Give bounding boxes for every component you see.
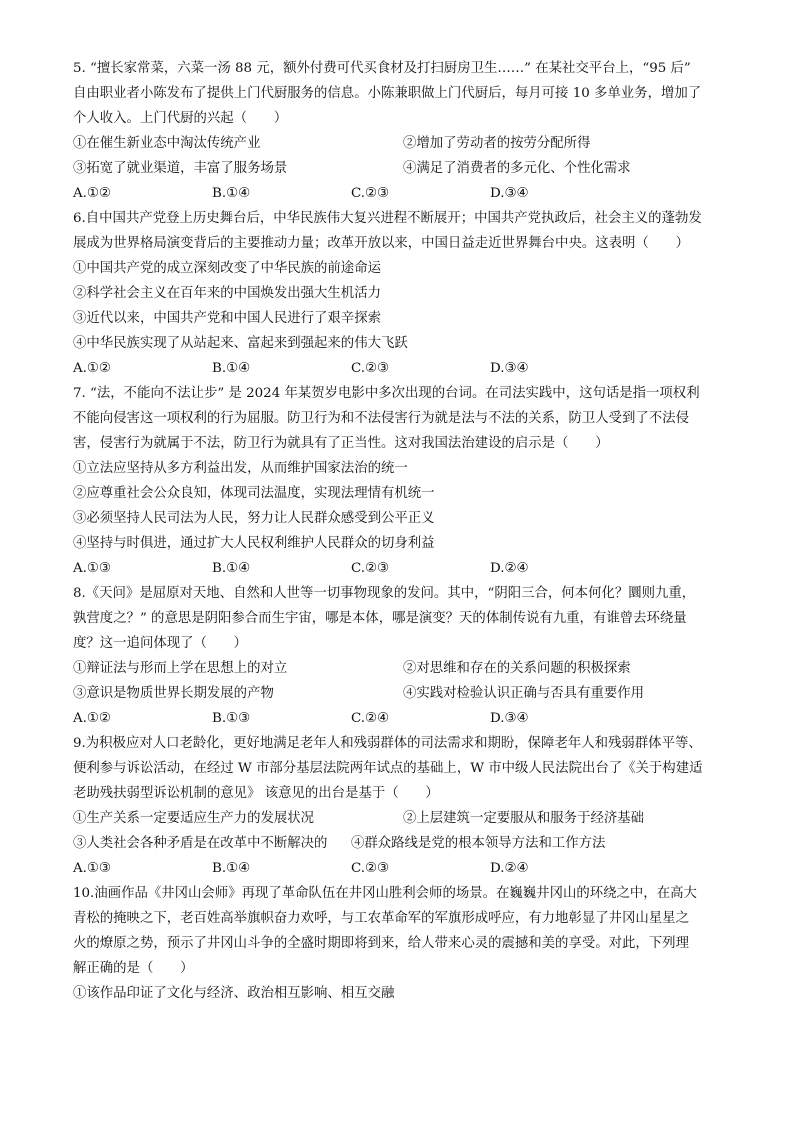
answer-choices: [73, 706, 733, 731]
choice-d: D.③④: [490, 186, 529, 201]
option-3: ③必须坚持人民司法为人民，努力让人民群众感受到公平正义: [73, 511, 435, 526]
choice-b: B.①④: [212, 361, 251, 376]
option-4: ④满足了消费者的多元化、个性化需求: [403, 161, 631, 176]
option-4: ④群众路线是党的根本领导方法和工作方法: [351, 836, 606, 851]
choice-b: B.①④: [212, 861, 251, 876]
question-10: [73, 881, 733, 1006]
choice-d: D.②④: [490, 861, 529, 876]
options-row: [73, 806, 733, 831]
answer-choices: [73, 856, 733, 881]
answer-choices: [73, 356, 733, 381]
question-7: [73, 381, 733, 581]
question-stem-line: 5. “擅长家常菜，六菜一汤 88 元，额外付费可代买食材及打扫厨房卫生……” 在某社交平台上，“95 后”: [73, 61, 691, 76]
question-stem-line: 老助残扶弱型诉讼机制的意见》 该意见的出台是基于（ ）: [73, 786, 439, 801]
option-4: ④实践对检验认识正确与否具有重要作用: [403, 686, 645, 701]
option-1: ①立法应坚持从多方利益出发，从而维护国家法治的统一: [73, 461, 408, 476]
options-row: [73, 156, 733, 181]
options-row: [73, 656, 733, 681]
question-stem-line: 孰营度之？” 的意思是阴阳参合而生宇宙，哪是本体，哪是演变？天的体制传说有九重，有谁曾去环绕量: [73, 611, 687, 626]
question-stem-line: 9.为积极应对人口老龄化，更好地满足老年人和残弱群体的司法需求和期盼，保障老年人和残弱群体平等、: [73, 736, 702, 751]
options-row: [73, 131, 733, 156]
option-3: ③人类社会各种矛盾是在改革中不断解决的: [73, 836, 328, 851]
question-stem-line: 解正确的是（ ）: [73, 961, 194, 976]
option-4: ④中华民族实现了从站起来、富起来到强起来的伟大飞跃: [73, 336, 408, 351]
choice-c: C.②③: [351, 561, 390, 576]
choice-c: C.②③: [351, 361, 390, 376]
option-2: ②上层建筑一定要服从和服务于经济基础: [403, 811, 645, 826]
question-stem-line: 度？这一追问体现了（ ）: [73, 636, 248, 651]
question-stem-line: 青松的掩映之下，老百姓高举旗帜奋力欢呼，与工农革命军的军旗形成呼应，有力地彰显了井冈山星星之: [73, 911, 689, 926]
question-stem-line: 8.《天问》是屈原对天地、自然和人世等一切事物现象的发问。其中，“阴阳三合，何本何化？圜则九重，: [73, 586, 696, 601]
question-stem-line: 害，侵害行为就属于不法，防卫行为就具有了正当性。这对我国法治建设的启示是（ ）: [73, 436, 609, 451]
options-row: [73, 681, 733, 706]
choice-c: C.②③: [351, 186, 390, 201]
choice-b: B.①③: [212, 711, 251, 726]
question-stem-line: 便利参与诉讼活动，在经过 W 市部分基层法院两年试点的基础上，W 市中级人民法院出台了《关于构建适: [73, 761, 703, 776]
choice-d: D.②④: [490, 561, 529, 576]
option-2: ②增加了劳动者的按劳分配所得: [403, 136, 591, 151]
answer-choices: [73, 556, 733, 581]
exam-page: [73, 56, 733, 1006]
options-row-with-choices: [73, 831, 733, 856]
question-stem-line: 火的燎原之势，预示了井冈山斗争的全盛时期即将到来，给人带来心灵的震撼和美的享受。对此，下列理: [73, 936, 689, 951]
choice-a: A.①③: [73, 861, 111, 876]
choice-c: C.②④: [351, 711, 390, 726]
choice-b: B.①④: [212, 186, 251, 201]
option-1: ①辩证法与形而上学在思想上的对立: [73, 661, 288, 676]
question-stem-line: 自由职业者小陈发布了提供上门代厨服务的信息。小陈兼职做上门代厨后，每月可接 10 多单业务，增加了: [73, 86, 702, 101]
option-1: ①该作品印证了文化与经济、政治相互影响、相互交融: [73, 986, 395, 1001]
option-2: ②对思维和存在的关系问题的积极探索: [403, 661, 631, 676]
question-9: [73, 731, 733, 881]
option-3: ③意识是物质世界长期发展的产物: [73, 686, 274, 701]
option-1: ①生产关系一定要适应生产力的发展状况: [73, 811, 315, 826]
question-5: [73, 56, 733, 206]
choice-d: D.③④: [490, 361, 529, 376]
option-2: ②应尊重社会公众良知，体现司法温度，实现法理情有机统一: [73, 486, 435, 501]
choice-a: A.①②: [73, 711, 111, 726]
option-2: ②科学社会主义在百年来的中国焕发出强大生机活力: [73, 286, 381, 301]
option-3: ③拓宽了就业渠道，丰富了服务场景: [73, 161, 288, 176]
option-1: ①中国共产党的成立深刻改变了中华民族的前途命运: [73, 261, 381, 276]
question-stem-line: 不能向侵害这一项权利的行为屈服。防卫行为和不法侵害行为就是法与不法的关系，防卫人受到了不法侵: [73, 411, 689, 426]
choice-b: B.①④: [212, 561, 251, 576]
choice-d: D.③④: [490, 711, 529, 726]
question-stem-line: 个人收入。上门代厨的兴起（ ）: [73, 111, 288, 126]
choice-a: A.①③: [73, 561, 111, 576]
choice-a: A.①②: [73, 186, 111, 201]
option-3: ③近代以来，中国共产党和中国人民进行了艰辛探索: [73, 311, 381, 326]
answer-choices: [73, 181, 733, 206]
question-stem-line: 6.自中国共产党登上历史舞台后，中华民族伟大复兴进程不断展开；中国共产党执政后，社会主义的蓬勃发: [73, 211, 702, 226]
choice-c: C.②③: [351, 861, 390, 876]
option-4: ④坚持与时俱进，通过扩大人民权利维护人民群众的切身利益: [73, 536, 435, 551]
choice-a: A.①②: [73, 361, 111, 376]
question-6: [73, 206, 733, 381]
question-8: [73, 581, 733, 731]
question-stem-line: 展成为世界格局演变背后的主要推动力量；改革开放以来，中国日益走近世界舞台中央。这表明（ ）: [73, 236, 689, 251]
question-stem-line: 10.油画作品《井冈山会师》再现了革命队伍在井冈山胜利会师的场景。在巍巍井冈山的环绕之中，在高大: [73, 886, 697, 901]
question-stem-line: 7. “法，不能向不法让步” 是 2024 年某贺岁电影中多次出现的台词。在司法实践中，这句话是指一项权利: [73, 386, 700, 401]
option-1: ①在催生新业态中淘汰传统产业: [73, 136, 261, 151]
